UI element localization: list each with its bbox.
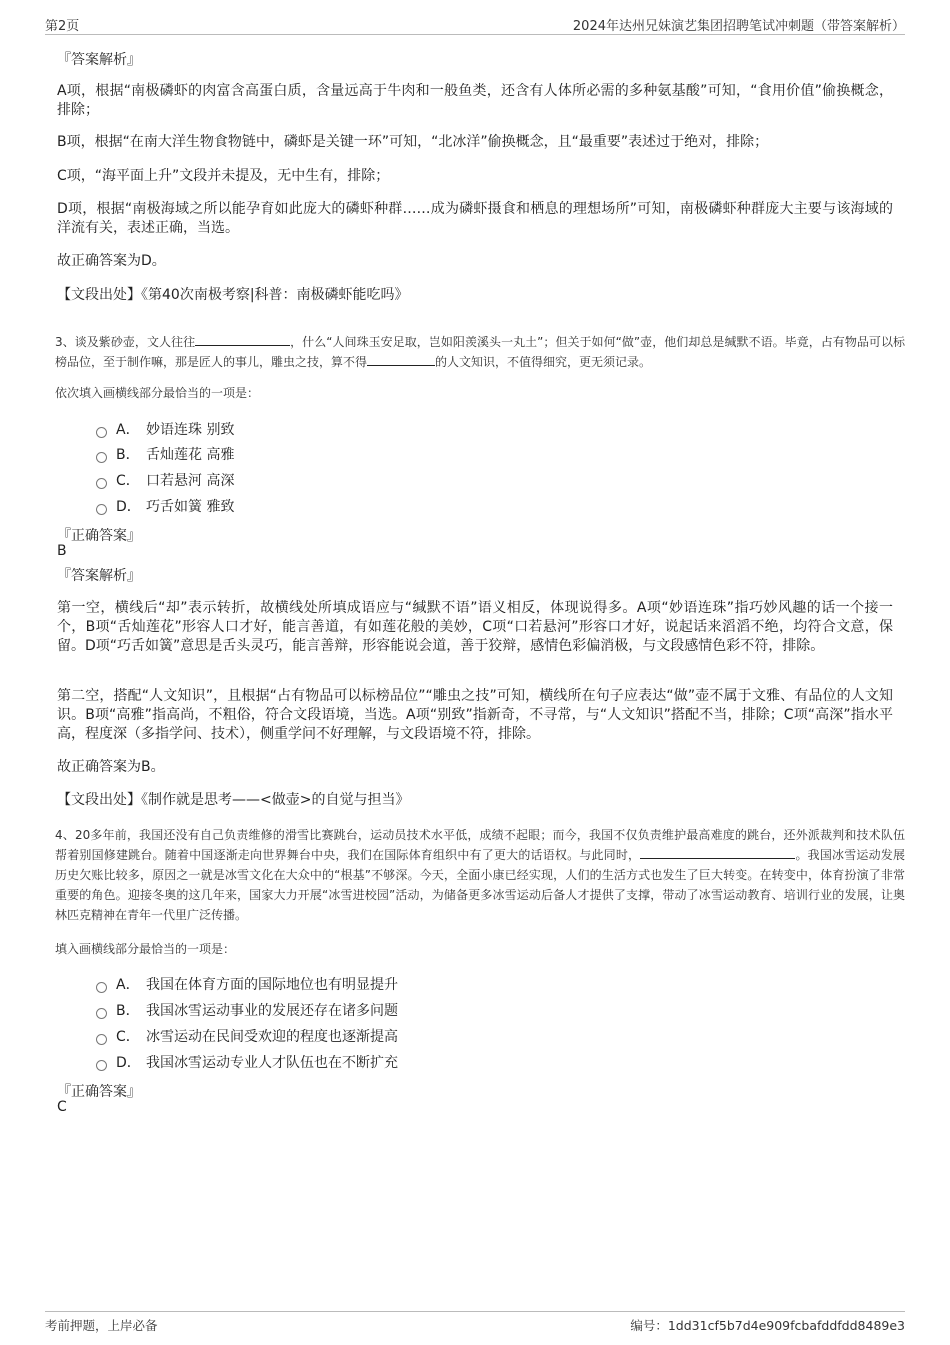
fill-blank xyxy=(640,846,795,859)
radio-icon[interactable] xyxy=(96,982,107,993)
analysis-label: 『答案解析』 xyxy=(57,52,141,68)
option-a[interactable]: A． 妙语连珠 别致 xyxy=(96,419,234,439)
page-number: 第2页 xyxy=(45,19,80,34)
question-3-prompt: 依次填入画横线部分最恰当的一项是： xyxy=(55,386,260,400)
analysis-paragraph: C项，“海平面上升”文段并未提及，无中生有，排除； xyxy=(57,168,390,184)
radio-icon[interactable] xyxy=(96,1008,107,1019)
footer-motto: 考前押题，上岸必备 xyxy=(45,1318,158,1333)
analysis-paragraph: A项，根据“南极磷虾的肉富含高蛋白质，含量远高于牛肉和一般鱼类，还含有人体所必需的多种氨基酸”可知，“食用价值”偷换概念，排除； xyxy=(57,83,893,118)
correct-answer: C xyxy=(57,1099,67,1115)
analysis-paragraph: B项，根据“在南大洋生物食物链中，磷虾是关键一环”可知，“北冰洋”偷换概念，且“最重要”表述过于绝对，排除； xyxy=(57,134,769,150)
option-a[interactable]: A． 我国在体育方面的国际地位也有明显提升 xyxy=(96,974,398,994)
option-c[interactable]: C． 冰雪运动在民间受欢迎的程度也逐渐提高 xyxy=(96,1026,398,1046)
analysis-conclusion: 故正确答案为B。 xyxy=(57,759,165,775)
analysis-paragraph: 第一空，横线后“却”表示转折，故横线处所填成语应与“缄默不语”语义相反，体现说得多。A项“妙语连珠”指巧妙风趣的话一个接一个，B项“舌灿莲花”形容人口才好，能言善道，有如莲花般的美妙，C项“口若悬河”形容口才好，说起话来滔滔不绝，均符合文意，保留。D项“巧舌如簧”意思是舌头灵巧，能言善辩，形容能说会道，善于狡辩，感情色彩偏消极，与文段感情色彩不符，排除。 xyxy=(57,600,893,654)
analysis-paragraph: 第二空，搭配“人文知识”，且根据“占有物品可以标榜品位”“雕虫之技”可知，横线所在句子应表达“做”壶不属于文雅、有品位的人文知识。B项“高雅”指高尚，不粗俗，符合文段语境，当选。A项“别致”指新奇，不寻常，与“人文知识”搭配不当，排除；C项“高深”指水平高，程度深（多指学问、技术），侧重学问不好理解，与文段语境不符，排除。 xyxy=(57,688,893,742)
analysis-label: 『答案解析』 xyxy=(57,568,141,584)
option-c[interactable]: C． 口若悬河 高深 xyxy=(96,470,234,490)
fill-blank xyxy=(367,353,435,366)
option-d[interactable]: D． 我国冰雪运动专业人才队伍也在不断扩充 xyxy=(96,1052,398,1072)
source-citation: 【文段出处】《制作就是思考——<做壶>的自觉与担当》 xyxy=(57,792,410,808)
option-d[interactable]: D． 巧舌如簧 雅致 xyxy=(96,496,234,516)
option-b[interactable]: B． 我国冰雪运动事业的发展还存在诸多问题 xyxy=(96,1000,398,1020)
radio-icon[interactable] xyxy=(96,427,107,438)
analysis-conclusion: 故正确答案为D。 xyxy=(57,253,166,269)
radio-icon[interactable] xyxy=(96,1060,107,1071)
source-citation: 【文段出处】《第40次南极考察|科普：南极磷虾能吃吗》 xyxy=(57,287,409,303)
correct-answer-label: 『正确答案』 xyxy=(57,528,141,544)
correct-answer: B xyxy=(57,543,67,559)
radio-icon[interactable] xyxy=(96,1034,107,1045)
question-4-prompt: 填入画横线部分最恰当的一项是： xyxy=(55,942,236,956)
radio-icon[interactable] xyxy=(96,478,107,489)
document-code: 编号：1dd31cf5b7d4e909fcbafddfdd8489e3 xyxy=(630,1318,905,1333)
fill-blank xyxy=(195,333,290,346)
page-header xyxy=(45,12,905,35)
radio-icon[interactable] xyxy=(96,452,107,463)
question-4-text: 4、20多年前，我国还没有自己负责维修的滑雪比赛跳台，运动员技术水平低，成绩不起眼；而今，我国不仅负责维护最高难度的跳台，还外派裁判和技术队伍帮着别国修建跳台。随着中国逐渐走向世界舞台中央，我们在国际体育组织中有了更大的话语权。与此同时， 。我国冰雪运动发展历史欠账比较多，原因之一就是冰雪文化在大众中的“根基”不够深。今天，全面小康已经实现，人们的生活方式也发生了巨大转变。在转变中，体育扮演了非常重要的角色。迎接冬奥的这几年来，国家大力开展“冰雪进校园”活动，为储备更多冰雪运动后备人才提供了支撑，带动了冰雪运动教育、培训行业的发展，让奥林匹克精神在青年一代里广泛传播。 xyxy=(55,828,905,922)
correct-answer-label: 『正确答案』 xyxy=(57,1084,141,1100)
option-b[interactable]: B． 舌灿莲花 高雅 xyxy=(96,444,234,464)
analysis-paragraph: D项，根据“南极海域之所以能孕育如此庞大的磷虾种群……成为磷虾摄食和栖息的理想场所”可知，南极磷虾种群庞大主要与该海域的洋流有关，表述正确，当选。 xyxy=(57,201,893,236)
document-title: 2024年达州兄妹演艺集团招聘笔试冲刺题（带答案解析） xyxy=(572,19,905,34)
radio-icon[interactable] xyxy=(96,504,107,515)
page-footer xyxy=(45,1311,905,1334)
question-3-text: 3、谈及紫砂壶，文人往往 ，什么“人间珠玉安足取，岂如阳羡溪头一丸土”；但关于如何“做”壶，他们却总是缄默不语。毕竟，占有物品可以标榜品位，至于制作嘛，那是匠人的事儿，雕虫之技，算不得 的人文知识，不值得细究，更无须记录。 xyxy=(55,335,905,369)
